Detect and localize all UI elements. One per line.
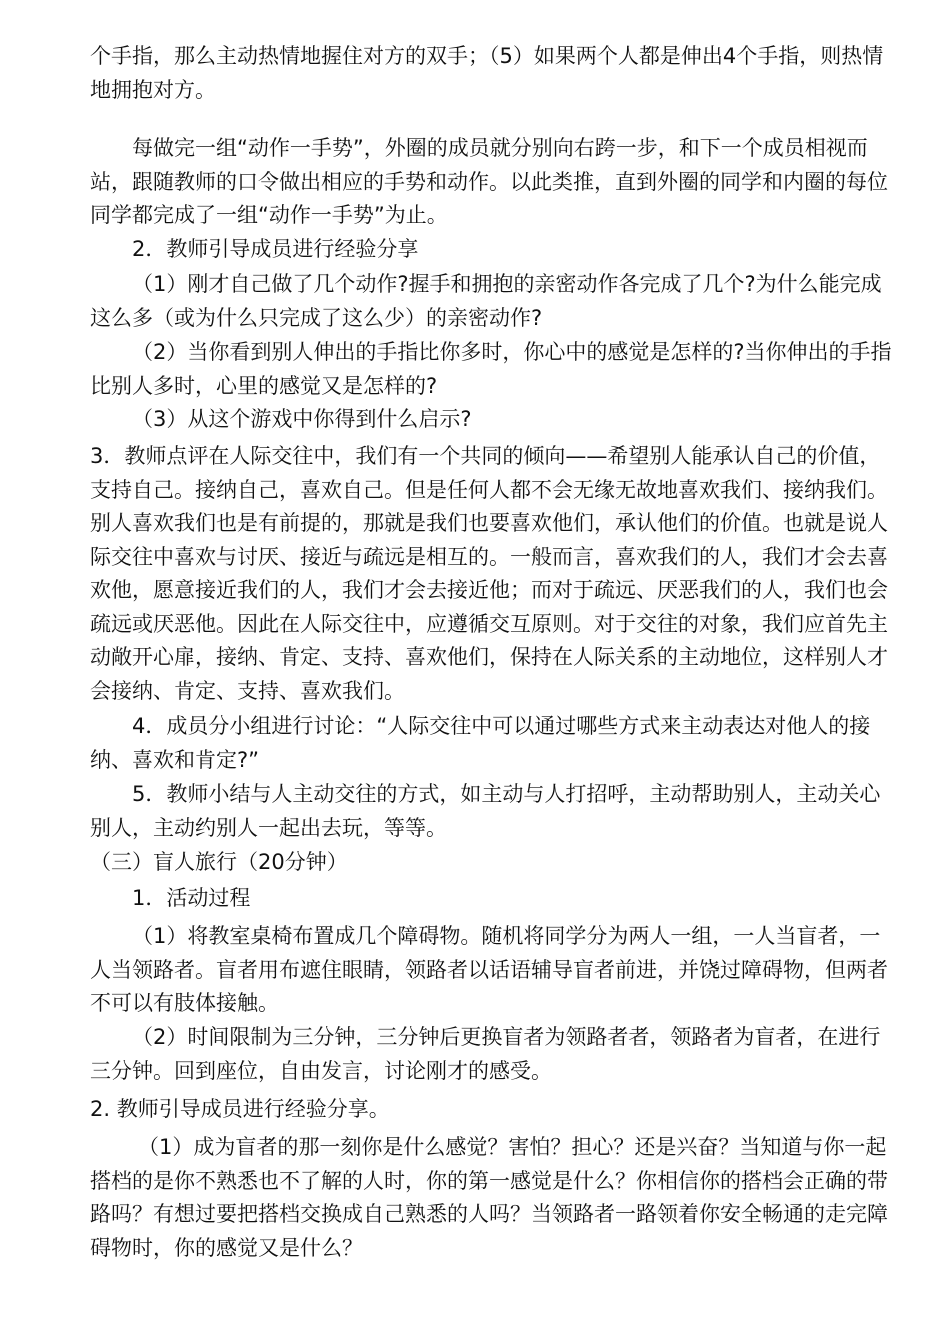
section-heading-blind-walk: （三）盲人旅行（20分钟） [90, 850, 348, 874]
heading-experience-sharing-2: 2. 教师引导成员进行经验分享。 [90, 1097, 390, 1121]
paragraph-group-discussion: 4．成员分小组进行讨论：“人际交往中可以通过哪些方式来主动表达对他人的接纳、喜欢和肯定?” [90, 714, 871, 772]
paragraph-teacher-summary: 5．教师小结与人主动交往的方式，如主动与人打招呼，主动帮助别人，主动关心别人，主动约别人一起出去玩，等等。 [90, 782, 881, 840]
heading-activity-process: 1．活动过程 [132, 886, 251, 910]
step-2: （2）时间限制为三分钟，三分钟后更换盲者为领路者者，领路者为盲者，在进行三分钟。回到座位，自由发言，讨论刚才的感受。 [90, 1025, 881, 1083]
heading-experience-sharing: 2．教师引导成员进行经验分享 [132, 237, 419, 261]
step-1: （1）将教室桌椅布置成几个障碍物。随机将同学分为两人一组，一人当盲者，一人当领路者。盲者用布遮住眼睛，领路者以话语辅导盲者前进，并饶过障碍物，但两者不可以有肢体接触。 [90, 924, 888, 1015]
question-3: （3）从这个游戏中你得到什么启示? [132, 407, 472, 431]
paragraph-gesture-rule-continued: 个手指，那么主动热情地握住对方的双手；（5）如果两个人都是伸出4个手指，则热情地拥抱对方。 [90, 44, 884, 102]
question-1: （1）刚才自己做了几个动作?握手和拥抱的亲密动作各完成了几个?为什么能完成这么多（或为什么只完成了这么少）的亲密动作? [90, 272, 882, 330]
reflection-questions: （1）成为盲者的那一刻你是什么感觉？害怕？担心？还是兴奋？当知道与你一起搭档的是你不熟悉也不了解的人时，你的第一感觉是什么？你相信你的搭档会正确的带路吗？有想过要把搭档交换成自己熟悉的人吗？当领路者一路领着你安全畅通的走完障碍物时，你的感觉又是什么？ [90, 1135, 888, 1260]
paragraph-rotation-rule: 每做完一组“动作一手势”，外圈的成员就分别向右跨一步，和下一个成员相视而站，跟随教师的口令做出相应的手势和动作。以此类推，直到外圈的同学和内圈的每位同学都完成了一组“动作一手势”为止。 [90, 136, 888, 227]
paragraph-teacher-comment: 3．教师点评在人际交往中，我们有一个共同的倾向——希望别人能承认自己的价值，支持自己。接纳自己，喜欢自己。但是任何人都不会无缘无故地喜欢我们、接纳我们。别人喜欢我们也是有前提的，那就是我们也要喜欢他们，承认他们的价值。也就是说人际交往中喜欢与讨厌、接近与疏远是相互的。一般而言，喜欢我们的人，我们才会去喜欢他，愿意接近我们的人，我们才会去接近他；而对于疏远、厌恶我们的人，我们也会疏远或厌恶他。因此在人际交往中，应遵循交互原则。对于交往的对象，我们应首先主动敞开心扉，接纳、肯定、支持、喜欢他们，保持在人际关系的主动地位，这样别人才会接纳、肯定、支持、喜欢我们。 [90, 444, 888, 703]
question-2: （2）当你看到别人伸出的手指比你多时，你心中的感觉是怎样的?当你伸出的手指比别人多时，心里的感觉又是怎样的? [90, 340, 892, 398]
